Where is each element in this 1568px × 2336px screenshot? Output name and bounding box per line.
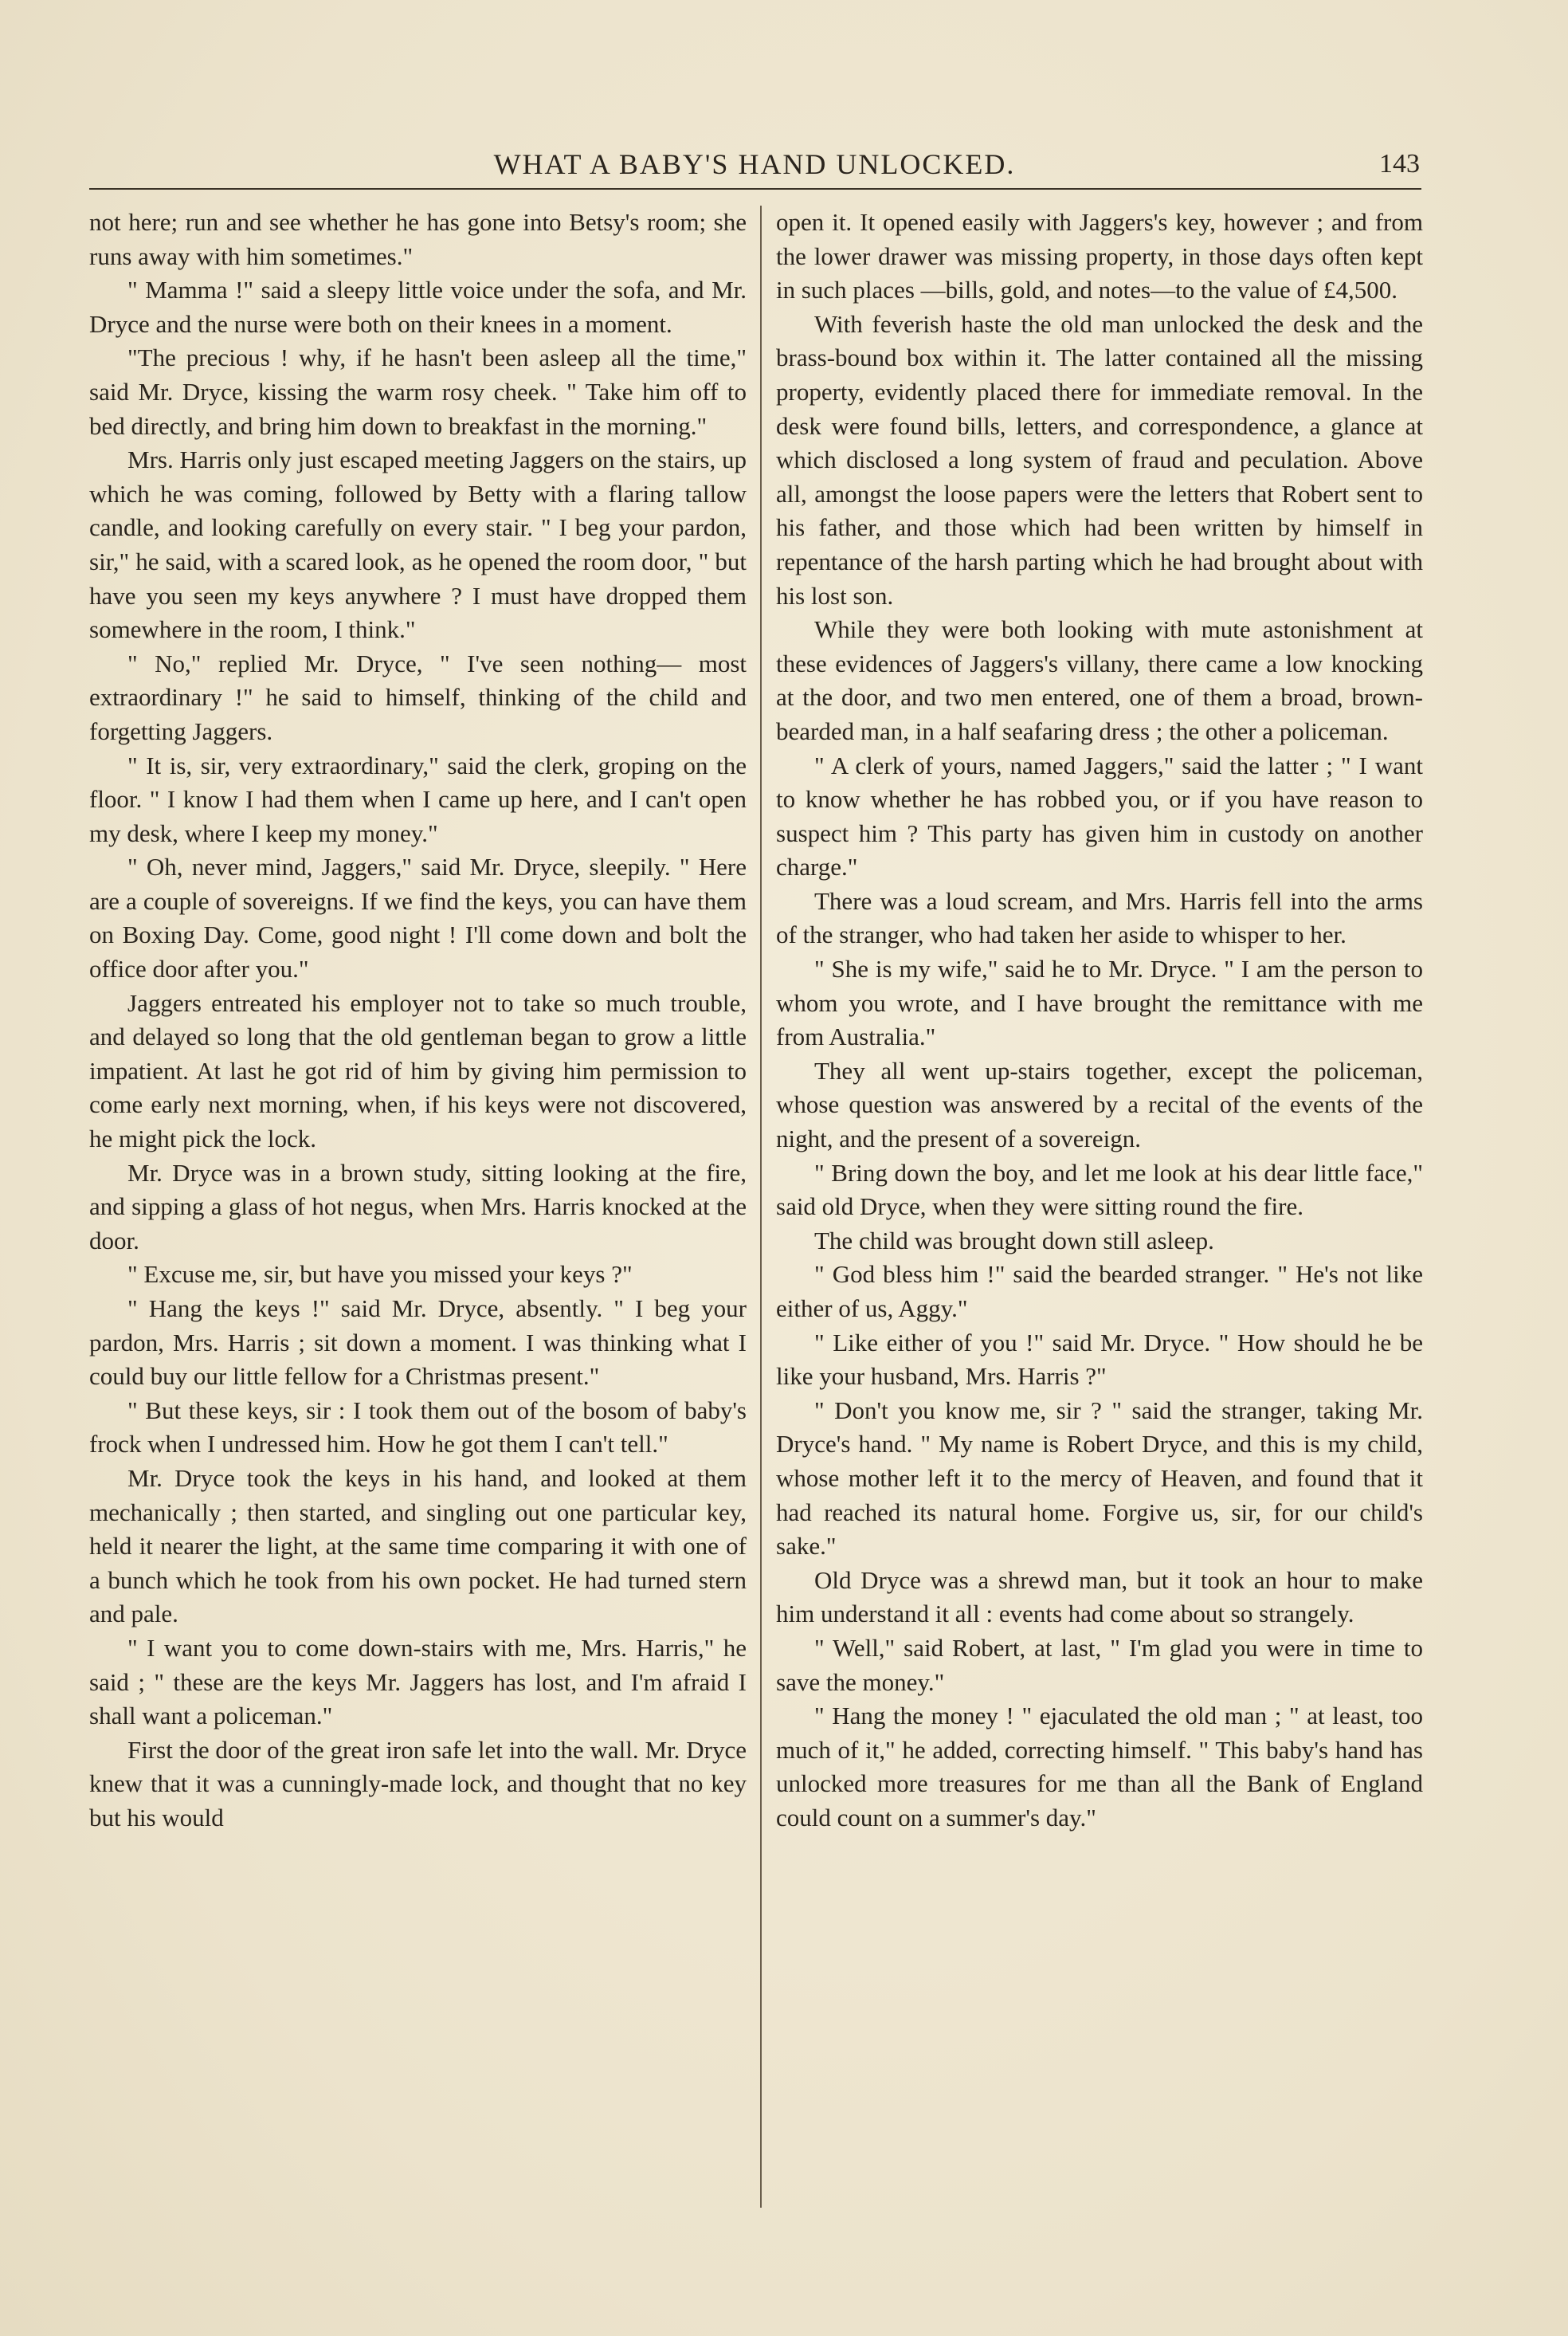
paragraph: While they were both looking with mute astonishment at these evidences of Jaggers's villany, there came a low knocking at the door, and two men entered, one of them a broad, brown-bearded man, in a half seafaring dress ; the other a policeman. <box>776 615 1423 745</box>
paragraph: " A clerk of yours, named Jaggers," said the latter ; " I want to know whether he has robbed you, or if you have reason to suspect him ? This party has given him in custody on another charge." <box>776 751 1423 881</box>
paragraph: " Hang the keys !" said Mr. Dryce, absently. " I beg your pardon, Mrs. Harris ; sit down a moment. I was thinking what I could buy our little fellow for a Christmas present." <box>89 1294 747 1391</box>
paragraph: Old Dryce was a shrewd man, but it took an hour to make him understand it all : events had come about so strangely. <box>776 1565 1423 1628</box>
page-number: 143 <box>1379 149 1420 179</box>
paragraph: not here; run and see whether he has gone into Betsy's room; she runs away with him sometimes." <box>89 208 747 270</box>
paragraph: " I want you to come down-stairs with me, Mrs. Harris," he said ; " these are the keys Mr. Jaggers has lost, and I'm afraid I shall want a policeman." <box>89 1633 747 1730</box>
paragraph: " Don't you know me, sir ? " said the stranger, taking Mr. Dryce's hand. " My name is Robert Dryce, and this is my child, whose mother left it to the mercy of Heaven, and found that it had reached its natural home. Forgive us, sir, for our child's sake." <box>776 1396 1423 1561</box>
paragraph: " Excuse me, sir, but have you missed your keys ?" <box>127 1260 633 1289</box>
paragraph: " God bless him !" said the bearded stranger. " He's not like either of us, Aggy." <box>776 1260 1423 1322</box>
paragraph: " Like either of you !" said Mr. Dryce. " How should he be like your husband, Mrs. Harris ?" <box>776 1328 1423 1391</box>
running-header <box>89 142 1420 186</box>
paragraph: Mrs. Harris only just escaped meeting Jaggers on the stairs, up which he was coming, followed by Betty with a flaring tallow candle, and looking carefully on every stair. " I beg your pardon, sir," he said, with a scared look, as he opened the room door, " but have you seen my keys anywhere ? I must have dropped them somewhere in the room, I think." <box>89 446 747 644</box>
paragraph: " Hang the money ! " ejaculated the old man ; " at least, too much of it," he added, correcting himself. " This baby's hand has unlocked more treasures for me than all the Bank of England could count on a summer's day." <box>776 1702 1423 1832</box>
paragraph: "The precious ! why, if he hasn't been asleep all the time," said Mr. Dryce, kissing the warm rosy cheek. " Take him off to bed directly, and bring him down to breakfast in the morning." <box>89 344 747 440</box>
paragraph: " No," replied Mr. Dryce, " I've seen nothing— most extraordinary !" he said to himself, thinking of the child and forgetting Jaggers. <box>89 649 747 745</box>
paragraph: There was a loud scream, and Mrs. Harris fell into the arms of the stranger, who had taken her aside to whisper to her. <box>776 886 1423 949</box>
paragraph: " Mamma !" said a sleepy little voice under the sofa, and Mr. Dryce and the nurse were both on their knees in a moment. <box>89 276 747 338</box>
paragraph: The child was brought down still asleep. <box>814 1226 1214 1254</box>
paragraph: " Oh, never mind, Jaggers," said Mr. Dryce, sleepily. " Here are a couple of sovereigns. If we find the keys, you can have them on Boxing Day. Come, good night ! I'll come down and bolt the office door after you." <box>89 853 747 983</box>
paragraph: Mr. Dryce took the keys in his hand, and looked at them mechanically ; then started, and singling out one particular key, held it nearer the light, at the same time comparing it with one of a bunch which he took from his own pocket. He had turned stern and pale. <box>89 1463 747 1628</box>
column-divider <box>760 206 762 2208</box>
paragraph: " Well," said Robert, at last, " I'm glad you were in time to save the money." <box>776 1633 1423 1696</box>
running-title: WHAT A BABY'S HAND UNLOCKED. <box>493 148 1016 180</box>
left-column <box>89 206 747 2214</box>
paragraph: Jaggers entreated his employer not to take so much trouble, and delayed so long that the old gentleman began to grow a little impatient. At last he got rid of him by giving him permission to come early next morning, when, if his keys were not discovered, he might pick the lock. <box>89 988 747 1153</box>
paragraph: First the door of the great iron safe let into the wall. Mr. Dryce knew that it was a cunningly-made lock, and thought that no key but his would <box>89 1735 747 1832</box>
paragraph: " But these keys, sir : I took them out of the bosom of baby's frock when I undressed him. How he got them I can't tell." <box>89 1396 747 1459</box>
paragraph: With feverish haste the old man unlocked the desk and the brass-bound box within it. The latter contained all the missing property, evidently placed there for immediate removal. In the desk were found bills, letters, and correspondence, a glance at which disclosed a long system of fraud and peculation. Above all, amongst the loose papers were the letters that Robert sent to his father, and those which had been written by himself in repentance of the harsh parting which he had brought about with his lost son. <box>776 309 1423 610</box>
paragraph: " It is, sir, very extraordinary," said the clerk, groping on the floor. " I know I had them when I came up here, and I can't open my desk, where I keep my money." <box>89 751 747 847</box>
paragraph: " Bring down the boy, and let me look at his dear little face," said old Dryce, when they were sitting round the fire. <box>776 1158 1423 1221</box>
paragraph: " She is my wife," said he to Mr. Dryce. " I am the person to whom you wrote, and I have brought the remittance with me from Australia." <box>776 955 1423 1051</box>
header-rule <box>89 188 1421 190</box>
paragraph: They all went up-stairs together, except the policeman, whose question was answered by a recital of the events of the night, and the present of a sovereign. <box>776 1056 1423 1153</box>
right-column <box>776 206 1423 2214</box>
paragraph: Mr. Dryce was in a brown study, sitting looking at the fire, and sipping a glass of hot negus, when Mrs. Harris knocked at the door. <box>89 1158 747 1254</box>
paragraph: open it. It opened easily with Jaggers's key, however ; and from the lower drawer was missing property, in those days often kept in such places —bills, gold, and notes—to the value of £4,500. <box>776 208 1423 304</box>
